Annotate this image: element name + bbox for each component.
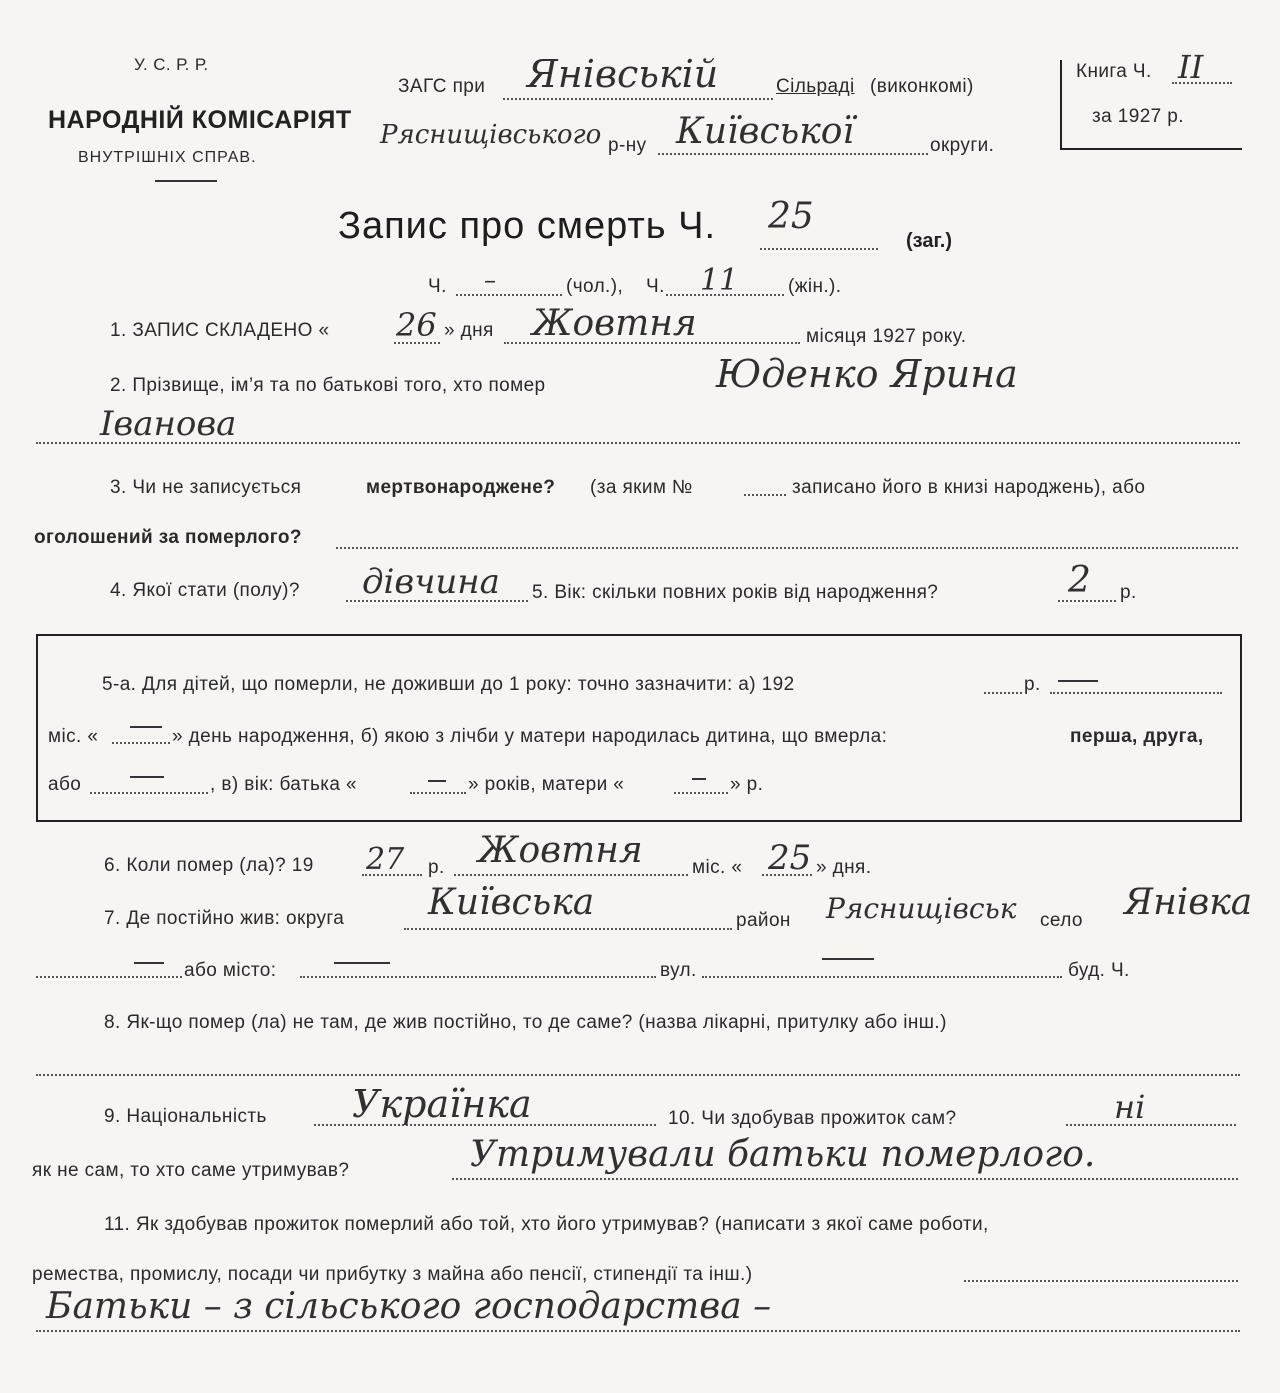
q4-value: дівчина bbox=[362, 562, 500, 602]
zags-label: ЗАГС при bbox=[398, 76, 486, 97]
q10-line bbox=[1066, 1124, 1236, 1126]
q7-vul-line bbox=[702, 976, 1062, 978]
q7-label: 7. Де постійно жив: округа bbox=[104, 908, 345, 929]
q10-value: ні bbox=[1114, 1088, 1146, 1126]
q7-misto-label: або місто: bbox=[184, 960, 277, 981]
q10-sub-label: як не сам, то хто саме утримував? bbox=[32, 1160, 350, 1181]
q6-month-line bbox=[454, 874, 688, 876]
q11-value: Батьки – з сільського господарства – bbox=[46, 1286, 772, 1327]
q6-year: 27 bbox=[366, 842, 405, 877]
q5-value: 2 bbox=[1068, 560, 1091, 601]
district-value: Ряснищівського bbox=[380, 120, 602, 150]
q10-sub-value: Утримували батьки померлого. bbox=[470, 1134, 1096, 1175]
q5a-mother-line bbox=[674, 792, 728, 794]
q7-selo-label: село bbox=[1040, 910, 1083, 931]
q5a-day-line bbox=[112, 742, 170, 744]
q3-number-line bbox=[744, 494, 786, 496]
q7-okruha-line bbox=[404, 928, 732, 930]
q7-bud-label: буд. Ч. bbox=[1068, 960, 1130, 981]
q3-prefix: 3. Чи не записується bbox=[110, 477, 302, 498]
q5a-mother-dash bbox=[692, 778, 706, 780]
q1-label: 1. ЗАПИС СКЛАДЕНО « bbox=[110, 320, 330, 341]
book-number: II bbox=[1178, 48, 1204, 86]
executive-label: (виконкомі) bbox=[870, 76, 974, 97]
female-label: (жін.). bbox=[788, 276, 842, 297]
q7-vul-dash bbox=[822, 958, 874, 960]
q6-label: 6. Коли помер (ла)? 19 bbox=[104, 855, 314, 876]
q5a-order-line bbox=[90, 792, 208, 794]
q2-name: Юденко Ярина bbox=[716, 352, 1018, 396]
okruha-field-line bbox=[658, 153, 928, 155]
q5a-month-line bbox=[1050, 692, 1222, 694]
q11-line1: 11. Як здобував прожиток померлий або той, хто його утримував? (написати з якої саме роботи, bbox=[104, 1214, 989, 1235]
q2-patronymic: Іванова bbox=[100, 404, 237, 444]
q5a-line3-end: » р. bbox=[730, 774, 764, 795]
male-no-label: Ч. bbox=[428, 276, 447, 297]
zags-value: Янівській bbox=[527, 52, 719, 96]
q5a-year-line bbox=[984, 692, 1022, 694]
female-no-label: Ч. bbox=[646, 276, 665, 297]
q2-label: 2. Прізвище, ім’я та по батькові того, хто помер bbox=[110, 375, 546, 396]
q7-line2-start bbox=[36, 976, 182, 978]
q7-raion: Ряснищівськ bbox=[826, 892, 1017, 925]
district-label: р-ну bbox=[608, 135, 647, 156]
q5a-line3-mid: , в) вік: батька « bbox=[210, 774, 357, 795]
q5a-line1: 5-а. Для дітей, що померли, не доживши до 1 року: точно зазначити: а) 192 bbox=[102, 674, 795, 695]
okruha-label: округи. bbox=[930, 135, 995, 156]
q1-day-suffix: » дня bbox=[444, 320, 494, 341]
council-label: Сільраді bbox=[776, 76, 855, 97]
q5a-father-line bbox=[410, 792, 466, 794]
record-number-line bbox=[760, 248, 878, 250]
q5a-line3-prefix: або bbox=[48, 774, 82, 795]
q3-stillborn: мертвонароджене? bbox=[366, 477, 556, 498]
male-label: (чол.), bbox=[566, 276, 624, 297]
q9-value: Українка bbox=[352, 1082, 532, 1126]
q6-month-unit: міс. « bbox=[692, 857, 743, 878]
q3-tail: записано його в книзі народжень), або bbox=[792, 477, 1146, 498]
q5a-day-dash bbox=[130, 726, 162, 728]
q7-misto-line bbox=[300, 976, 656, 978]
book-year: за 1927 р. bbox=[1092, 106, 1184, 127]
q7-okruha: Київська bbox=[428, 882, 595, 923]
commissariat-title: НАРОДНІЙ КОМІСАРІЯТ bbox=[48, 106, 352, 134]
q5a-year-unit: р. bbox=[1024, 674, 1041, 695]
q4-label: 4. Якої стати (полу)? bbox=[110, 580, 300, 601]
q11-value-line bbox=[36, 1330, 1240, 1332]
q11-line2: ремества, промислу, посади чи прибутку з майна або пенсії, стипендії та інш.) bbox=[32, 1264, 753, 1285]
q5a-father-dash bbox=[428, 780, 446, 782]
record-suffix: (заг.) bbox=[906, 230, 953, 252]
q1-day: 26 bbox=[396, 306, 437, 344]
q6-month: Жовтня bbox=[478, 830, 643, 871]
q7-raion-label: район bbox=[736, 910, 791, 931]
state-header: У. С. Р. Р. bbox=[134, 55, 209, 74]
q5-label: 5. Вік: скільки повних років від народження? bbox=[532, 582, 939, 603]
zags-field-line bbox=[503, 98, 773, 100]
q8-line bbox=[36, 1074, 1240, 1076]
q10-label: 10. Чи здобував прожиток сам? bbox=[668, 1108, 957, 1129]
q9-label: 9. Національність bbox=[104, 1106, 267, 1127]
department-title: ВНУТРІШНІХ СПРАВ. bbox=[78, 149, 257, 166]
q5-unit: р. bbox=[1120, 582, 1137, 603]
female-count: 11 bbox=[700, 263, 739, 298]
q6-year-line bbox=[362, 874, 422, 876]
q5a-line2-bold: перша, друга, bbox=[1070, 726, 1204, 747]
q10-sub-line bbox=[452, 1178, 1238, 1180]
q1-month: Жовтня bbox=[532, 303, 697, 344]
q7-selo: Янівка bbox=[1124, 882, 1253, 923]
q11-line2-fill bbox=[964, 1280, 1238, 1282]
record-title: Запис про смерть Ч. bbox=[338, 205, 717, 247]
male-count-line bbox=[456, 294, 562, 296]
q5a-line2-mid: » день народження, б) якою з лічби у матери народилась дитина, що вмерла: bbox=[172, 726, 888, 747]
book-number-line bbox=[1172, 82, 1232, 84]
q6-day: 25 bbox=[768, 838, 812, 878]
q3-declared: оголошений за померлого? bbox=[34, 527, 302, 548]
q1-tail: місяця 1927 року. bbox=[806, 326, 967, 347]
q7-start-dash bbox=[134, 962, 164, 964]
book-label: Книга Ч. bbox=[1076, 61, 1152, 82]
q3-mid: (за яким № bbox=[590, 477, 693, 498]
q6-year-unit: р. bbox=[428, 857, 445, 878]
q7-vul-label: вул. bbox=[660, 960, 697, 981]
q5a-line3-years: » років, матери « bbox=[468, 774, 625, 795]
male-count: – bbox=[484, 266, 496, 294]
q7-misto-dash bbox=[334, 962, 390, 964]
okruha-value: Київської bbox=[676, 111, 854, 152]
q8-label: 8. Як-що помер (ла) не там, де жив постійно, то де саме? (назва лікарні, притулку або інш.) bbox=[104, 1012, 947, 1033]
q5a-line2-prefix: міс. « bbox=[48, 726, 99, 747]
header-divider bbox=[155, 180, 217, 182]
record-number: 25 bbox=[768, 196, 814, 237]
q3-declared-line bbox=[336, 547, 1238, 549]
q5a-order-dash bbox=[130, 776, 164, 778]
q5a-month-dash bbox=[1058, 680, 1098, 682]
q6-day-unit: » дня. bbox=[816, 857, 872, 878]
